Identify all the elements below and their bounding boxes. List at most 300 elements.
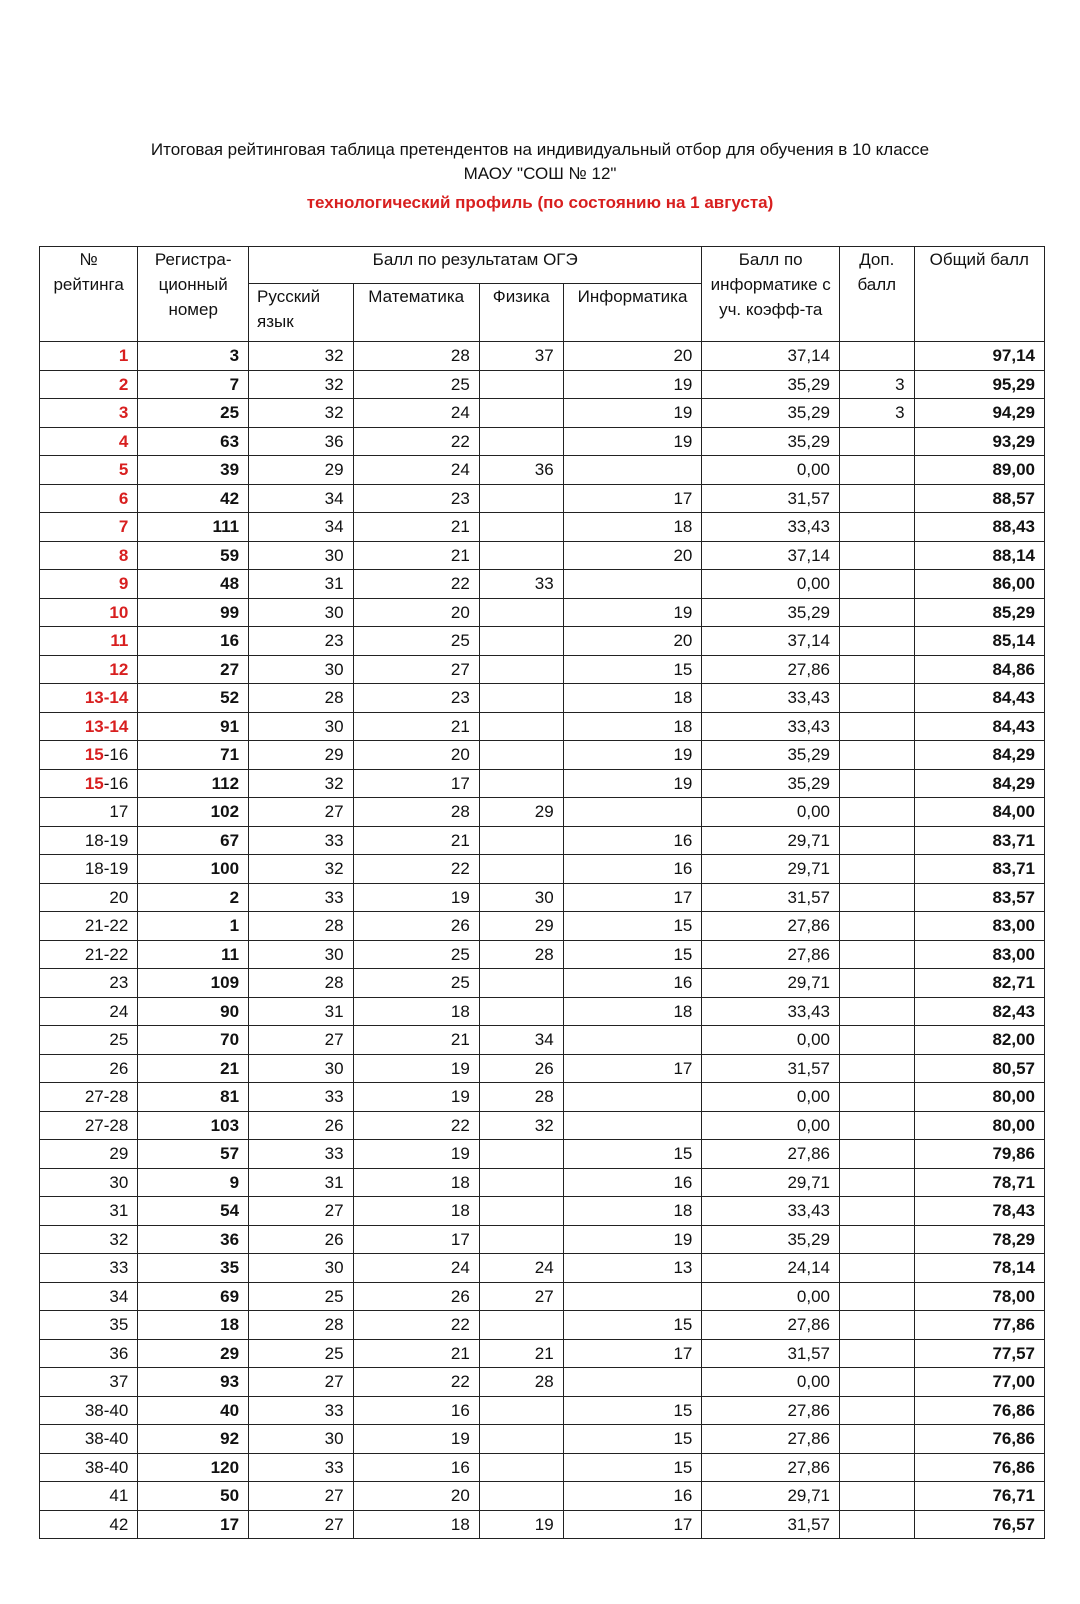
table-row [40,484,1045,513]
rank-plain: 38-40 [84,1400,129,1420]
cell-extra-points [840,1282,915,1311]
cell-inf-coef: 0,00 [702,1368,840,1397]
document-title: Итоговая рейтинговая таблица претендентов на индивидуальный отбор для обучения в 10 классе [150,140,930,159]
cell-russian: 28 [249,684,354,713]
cell-extra-points [840,570,915,599]
cell-rank [40,940,138,969]
cell-physics [479,1140,563,1169]
table-row [40,1282,1045,1311]
cell-russian: 29 [249,456,354,485]
cell-math: 19 [353,1054,479,1083]
cell-physics [479,1311,563,1340]
cell-inf-coef: 0,00 [702,1026,840,1055]
cell-extra-points [840,1368,915,1397]
cell-math: 26 [353,912,479,941]
table-row [40,1026,1045,1055]
table-row [40,1425,1045,1454]
cell-informatics: 20 [563,342,702,371]
cell-physics [479,427,563,456]
cell-extra-points [840,798,915,827]
rank-highlighted: 10 [109,602,129,622]
cell-rank [40,741,138,770]
cell-extra-points [840,1482,915,1511]
cell-inf-coef: 0,00 [702,1111,840,1140]
cell-russian: 32 [249,342,354,371]
cell-russian: 28 [249,912,354,941]
cell-reg-number: 120 [138,1453,249,1482]
cell-total: 80,57 [914,1054,1044,1083]
cell-informatics: 18 [563,997,702,1026]
cell-rank [40,1026,138,1055]
cell-inf-coef: 37,14 [702,342,840,371]
rank-plain: 27-28 [84,1087,129,1107]
cell-physics [479,541,563,570]
cell-total: 84,43 [914,712,1044,741]
cell-math: 25 [353,940,479,969]
cell-informatics: 20 [563,627,702,656]
cell-reg-number: 29 [138,1339,249,1368]
cell-russian: 33 [249,1453,354,1482]
cell-reg-number: 70 [138,1026,249,1055]
cell-russian: 23 [249,627,354,656]
cell-math: 28 [353,798,479,827]
table-row [40,712,1045,741]
cell-informatics: 17 [563,1054,702,1083]
rank-highlighted: 4 [118,431,129,451]
cell-physics: 28 [479,1368,563,1397]
cell-total: 88,43 [914,513,1044,542]
cell-extra-points [840,1453,915,1482]
cell-physics: 28 [479,1083,563,1112]
cell-inf-coef: 35,29 [702,1225,840,1254]
cell-inf-coef: 0,00 [702,798,840,827]
cell-reg-number: 9 [138,1168,249,1197]
cell-reg-number: 54 [138,1197,249,1226]
cell-math: 20 [353,741,479,770]
cell-reg-number: 102 [138,798,249,827]
cell-informatics: 17 [563,883,702,912]
cell-russian: 25 [249,1282,354,1311]
cell-rank [40,399,138,428]
cell-inf-coef: 35,29 [702,370,840,399]
cell-extra-points [840,712,915,741]
cell-informatics: 17 [563,1339,702,1368]
rank-plain: 41 [109,1486,129,1506]
cell-russian: 33 [249,1140,354,1169]
cell-total: 76,86 [914,1425,1044,1454]
cell-inf-coef: 31,57 [702,1510,840,1539]
cell-rank [40,712,138,741]
cell-reg-number: 91 [138,712,249,741]
rank-plain: 20 [109,887,129,907]
cell-russian: 36 [249,427,354,456]
cell-russian: 30 [249,541,354,570]
table-row [40,798,1045,827]
cell-reg-number: 63 [138,427,249,456]
rank-plain: 21-22 [84,944,129,964]
cell-rank [40,684,138,713]
cell-informatics: 15 [563,1311,702,1340]
cell-inf-coef: 24,14 [702,1254,840,1283]
table-row [40,684,1045,713]
cell-reg-number: 17 [138,1510,249,1539]
cell-total: 85,29 [914,598,1044,627]
cell-reg-number: 48 [138,570,249,599]
cell-reg-number: 99 [138,598,249,627]
cell-russian: 31 [249,997,354,1026]
cell-reg-number: 1 [138,912,249,941]
cell-rank [40,342,138,371]
cell-physics [479,655,563,684]
cell-russian: 33 [249,1083,354,1112]
cell-extra-points [840,1311,915,1340]
cell-rank [40,969,138,998]
rank-plain: 35 [109,1315,129,1335]
cell-informatics: 20 [563,541,702,570]
cell-inf-coef: 35,29 [702,769,840,798]
cell-math: 20 [353,1482,479,1511]
cell-extra-points [840,1425,915,1454]
rank-highlighted: 1 [118,346,129,366]
cell-total: 80,00 [914,1111,1044,1140]
cell-extra-points [840,484,915,513]
table-row [40,940,1045,969]
cell-extra-points [840,1111,915,1140]
cell-math: 19 [353,883,479,912]
rank-plain: 32 [109,1229,129,1249]
cell-math: 19 [353,1425,479,1454]
cell-inf-coef: 33,43 [702,513,840,542]
cell-rank [40,1482,138,1511]
cell-russian: 32 [249,769,354,798]
cell-extra-points [840,1339,915,1368]
rank-plain: 23 [109,973,129,993]
rank-plain: 30 [109,1172,129,1192]
cell-extra-points [840,1168,915,1197]
cell-math: 18 [353,1197,479,1226]
cell-reg-number: 35 [138,1254,249,1283]
cell-physics: 24 [479,1254,563,1283]
cell-extra-points [840,684,915,713]
cell-informatics [563,1083,702,1112]
cell-physics [479,1197,563,1226]
cell-physics: 29 [479,798,563,827]
cell-russian: 26 [249,1225,354,1254]
cell-physics: 28 [479,940,563,969]
cell-total: 83,57 [914,883,1044,912]
cell-math: 22 [353,1311,479,1340]
cell-russian: 27 [249,1197,354,1226]
cell-rank [40,541,138,570]
cell-reg-number: 57 [138,1140,249,1169]
cell-inf-coef: 27,86 [702,1425,840,1454]
rank-plain: 26 [109,1058,129,1078]
cell-inf-coef: 31,57 [702,1339,840,1368]
cell-extra-points [840,940,915,969]
cell-rank [40,627,138,656]
cell-reg-number: 11 [138,940,249,969]
cell-physics [479,684,563,713]
cell-physics [479,399,563,428]
cell-russian: 29 [249,741,354,770]
cell-inf-coef: 0,00 [702,570,840,599]
cell-extra-points [840,1026,915,1055]
cell-informatics: 19 [563,769,702,798]
cell-physics [479,1425,563,1454]
cell-extra-points [840,1197,915,1226]
cell-extra-points [840,598,915,627]
cell-rank [40,912,138,941]
cell-rank [40,1425,138,1454]
cell-total: 80,00 [914,1083,1044,1112]
rank-plain: 37 [109,1372,129,1392]
cell-total: 85,14 [914,627,1044,656]
cell-informatics [563,798,702,827]
cell-informatics [563,1282,702,1311]
cell-math: 21 [353,541,479,570]
cell-russian: 28 [249,969,354,998]
cell-inf-coef: 35,29 [702,741,840,770]
cell-rank [40,769,138,798]
cell-math: 23 [353,684,479,713]
cell-total: 84,29 [914,741,1044,770]
cell-rank [40,1083,138,1112]
cell-extra-points [840,769,915,798]
cell-math: 22 [353,855,479,884]
cell-reg-number: 3 [138,342,249,371]
cell-reg-number: 81 [138,1083,249,1112]
header-informatics: Информатика [563,284,702,342]
cell-total: 93,29 [914,427,1044,456]
cell-math: 23 [353,484,479,513]
cell-inf-coef: 33,43 [702,684,840,713]
rank-plain: 31 [109,1201,129,1221]
table-row [40,1054,1045,1083]
cell-reg-number: 42 [138,484,249,513]
cell-rank [40,1111,138,1140]
cell-physics: 21 [479,1339,563,1368]
cell-math: 25 [353,627,479,656]
cell-extra-points [840,1083,915,1112]
cell-total: 84,86 [914,655,1044,684]
cell-math: 20 [353,598,479,627]
cell-total: 89,00 [914,456,1044,485]
cell-total: 82,00 [914,1026,1044,1055]
cell-informatics: 19 [563,399,702,428]
cell-physics [479,741,563,770]
cell-inf-coef: 37,14 [702,627,840,656]
rank-plain: 29 [109,1144,129,1164]
cell-rank [40,1197,138,1226]
cell-russian: 30 [249,655,354,684]
cell-physics [479,370,563,399]
cell-math: 22 [353,570,479,599]
cell-reg-number: 7 [138,370,249,399]
cell-russian: 27 [249,1482,354,1511]
cell-extra-points [840,912,915,941]
cell-russian: 30 [249,1254,354,1283]
cell-inf-coef: 27,86 [702,1140,840,1169]
cell-informatics: 18 [563,684,702,713]
cell-rank [40,855,138,884]
profile-subtitle: технологический профиль (по состоянию на 1 августа) [306,193,774,212]
cell-physics: 30 [479,883,563,912]
table-row [40,997,1045,1026]
cell-total: 78,43 [914,1197,1044,1226]
cell-reg-number: 100 [138,855,249,884]
cell-rank [40,1282,138,1311]
rank-highlighted: 3 [118,403,129,423]
cell-physics [479,712,563,741]
cell-inf-coef: 0,00 [702,1083,840,1112]
cell-extra-points [840,427,915,456]
rank-plain: 33 [109,1258,129,1278]
cell-extra-points: 3 [840,370,915,399]
table-row [40,1396,1045,1425]
cell-russian: 31 [249,570,354,599]
rank-highlighted: 8 [118,545,129,565]
table-row [40,1368,1045,1397]
cell-informatics: 15 [563,1396,702,1425]
cell-inf-coef: 27,86 [702,940,840,969]
cell-inf-coef: 35,29 [702,399,840,428]
cell-physics [479,969,563,998]
cell-russian: 33 [249,1396,354,1425]
cell-physics [479,1225,563,1254]
cell-informatics: 18 [563,513,702,542]
cell-inf-coef: 33,43 [702,997,840,1026]
cell-math: 22 [353,1368,479,1397]
cell-total: 95,29 [914,370,1044,399]
table-row [40,1510,1045,1539]
rank-plain: 27-28 [84,1115,129,1135]
cell-informatics [563,1111,702,1140]
cell-physics [479,855,563,884]
cell-math: 24 [353,1254,479,1283]
table-row [40,1482,1045,1511]
table-row [40,370,1045,399]
rank-highlighted: 5 [118,460,129,480]
cell-russian: 34 [249,513,354,542]
rank-highlighted: 13-14 [84,688,129,708]
cell-physics [479,769,563,798]
cell-total: 78,00 [914,1282,1044,1311]
cell-math: 27 [353,655,479,684]
cell-rank [40,997,138,1026]
cell-reg-number: 112 [138,769,249,798]
table-body [40,342,1045,1539]
cell-total: 78,14 [914,1254,1044,1283]
table-row [40,1140,1045,1169]
table-row [40,342,1045,371]
cell-inf-coef: 31,57 [702,883,840,912]
cell-total: 84,00 [914,798,1044,827]
table-row [40,570,1045,599]
cell-reg-number: 40 [138,1396,249,1425]
cell-total: 77,00 [914,1368,1044,1397]
cell-total: 86,00 [914,570,1044,599]
cell-physics [479,997,563,1026]
rank-highlighted: 15 [84,773,104,793]
cell-total: 77,86 [914,1311,1044,1340]
cell-extra-points [840,541,915,570]
cell-extra-points [840,1254,915,1283]
cell-rank [40,598,138,627]
cell-total: 94,29 [914,399,1044,428]
document-header [0,138,1080,214]
cell-extra-points [840,1054,915,1083]
cell-total: 83,71 [914,855,1044,884]
cell-informatics: 15 [563,655,702,684]
cell-russian: 27 [249,798,354,827]
cell-informatics: 16 [563,1168,702,1197]
cell-math: 19 [353,1083,479,1112]
cell-informatics: 16 [563,826,702,855]
cell-russian: 31 [249,1168,354,1197]
table-row [40,598,1045,627]
cell-physics: 32 [479,1111,563,1140]
table-header [40,247,1045,342]
cell-extra-points [840,1510,915,1539]
cell-math: 28 [353,342,479,371]
cell-math: 21 [353,712,479,741]
cell-rank [40,513,138,542]
cell-total: 84,43 [914,684,1044,713]
cell-russian: 27 [249,1510,354,1539]
cell-extra-points [840,655,915,684]
header-inf-coef: Балл по информатике с уч. коэфф-та [702,247,840,342]
cell-reg-number: 109 [138,969,249,998]
cell-informatics: 17 [563,1510,702,1539]
table-row [40,1339,1045,1368]
cell-inf-coef: 27,86 [702,655,840,684]
table-row [40,541,1045,570]
cell-reg-number: 2 [138,883,249,912]
cell-inf-coef: 31,57 [702,484,840,513]
table-row [40,627,1045,656]
cell-math: 25 [353,370,479,399]
cell-math: 22 [353,427,479,456]
cell-extra-points [840,1396,915,1425]
cell-rank [40,370,138,399]
cell-extra-points [840,456,915,485]
rank-plain: 42 [109,1514,129,1534]
cell-inf-coef: 29,71 [702,855,840,884]
cell-informatics: 19 [563,370,702,399]
cell-math: 24 [353,399,479,428]
cell-reg-number: 25 [138,399,249,428]
cell-physics [479,484,563,513]
cell-informatics: 15 [563,1425,702,1454]
table-row [40,1225,1045,1254]
cell-informatics: 18 [563,712,702,741]
cell-total: 82,43 [914,997,1044,1026]
cell-rank [40,427,138,456]
cell-extra-points [840,883,915,912]
cell-total: 76,86 [914,1453,1044,1482]
cell-total: 88,14 [914,541,1044,570]
cell-inf-coef: 29,71 [702,1168,840,1197]
cell-rank [40,1339,138,1368]
cell-russian: 33 [249,826,354,855]
cell-reg-number: 67 [138,826,249,855]
cell-rank [40,1168,138,1197]
cell-reg-number: 90 [138,997,249,1026]
header-oge-group: Балл по результатам ОГЭ [249,247,702,284]
cell-rank [40,570,138,599]
cell-math: 17 [353,769,479,798]
cell-physics: 34 [479,1026,563,1055]
